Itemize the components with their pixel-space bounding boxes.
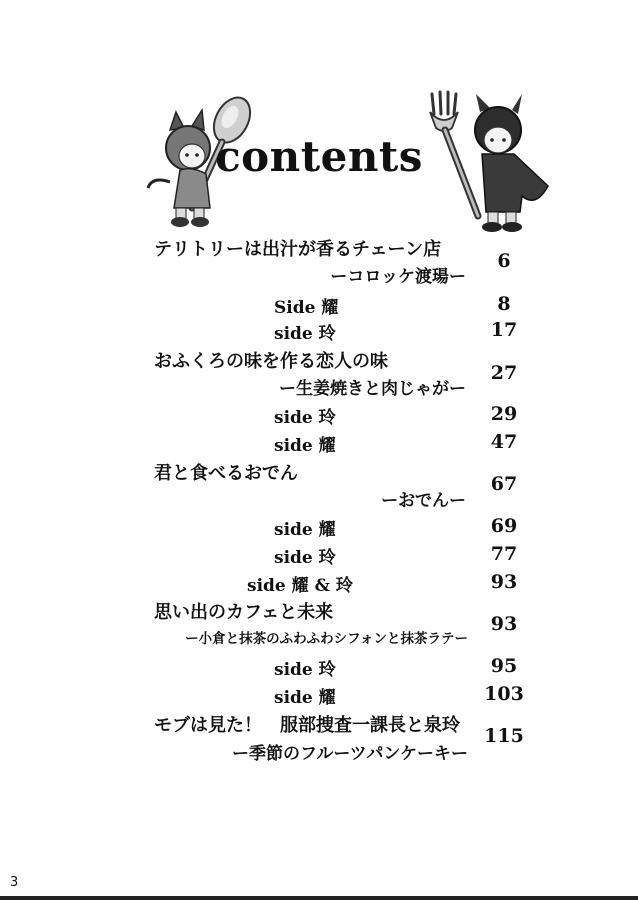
toc-page-number: 27 bbox=[490, 362, 518, 384]
toc-page-number: 69 bbox=[490, 515, 518, 537]
toc-entry-title: テリトリーは出汁が香るチェーン店 bbox=[154, 239, 442, 260]
toc-page-number: 17 bbox=[490, 319, 518, 341]
toc-page-number: 47 bbox=[490, 431, 518, 453]
toc-side-entry: side 耀 & 玲 bbox=[247, 576, 353, 596]
toc-side-entry: Side 耀 bbox=[274, 298, 339, 318]
toc-entry-title: おふくろの味を作る恋人の味 bbox=[154, 351, 388, 372]
toc-page-number: 6 bbox=[497, 250, 511, 272]
bottom-rule bbox=[0, 896, 638, 900]
page-number: 3 bbox=[10, 875, 19, 890]
toc-side-entry: side 玲 bbox=[274, 324, 336, 344]
toc-page-number: 93 bbox=[490, 571, 518, 593]
toc-side-entry: side 玲 bbox=[274, 660, 336, 680]
toc-side-entry: side 耀 bbox=[274, 520, 336, 540]
toc-page-number: 115 bbox=[484, 725, 524, 747]
toc-side-entry: side 玲 bbox=[274, 548, 336, 568]
toc-page-number: 103 bbox=[484, 683, 524, 705]
toc-entry-subtitle: ー生姜焼きと肉じゃがー bbox=[279, 379, 466, 399]
toc-entry-title: 思い出のカフェと未来 bbox=[154, 602, 334, 623]
toc-page-number: 8 bbox=[497, 293, 511, 315]
toc-page-number: 95 bbox=[490, 655, 518, 677]
toc-side-entry: side 玲 bbox=[274, 408, 336, 428]
toc-entry-subtitle: ーおでんー bbox=[381, 491, 466, 511]
toc-entry-subtitle: ーコロッケ渡瑒ー bbox=[330, 267, 466, 287]
toc-entry-subtitle: ー季節のフルーツパンケーキー bbox=[232, 744, 468, 764]
toc-entry-subtitle: ー小倉と抹茶のふわふわシフォンと抹茶ラテー bbox=[185, 631, 468, 647]
toc-page-number: 77 bbox=[490, 543, 518, 565]
page-title: contents bbox=[215, 132, 423, 181]
toc-page-number: 93 bbox=[490, 613, 518, 635]
toc-side-entry: side 耀 bbox=[274, 436, 336, 456]
toc-page-number: 29 bbox=[490, 403, 518, 425]
toc-side-entry: side 耀 bbox=[274, 688, 336, 708]
toc-page-number: 67 bbox=[490, 473, 518, 495]
toc-entry-title: 君と食べるおでん bbox=[154, 463, 298, 484]
toc-entry-title: モブは見た！ 服部捜査一課長と泉玲 bbox=[154, 715, 460, 736]
